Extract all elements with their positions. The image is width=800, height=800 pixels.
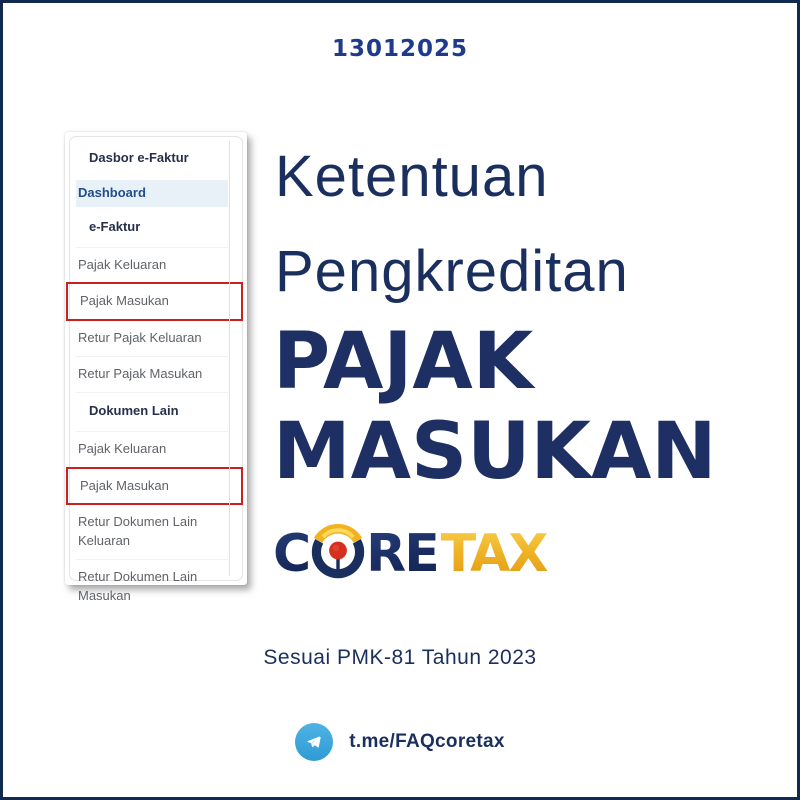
sidebar-item-dashboard[interactable]: Dashboard — [76, 180, 228, 207]
headline-bold — [273, 317, 717, 497]
headline-line3: PAJAK — [273, 317, 534, 407]
headline-line4: MASUKAN — [273, 407, 717, 497]
logo-text-c: C — [273, 524, 310, 584]
headline-regular — [275, 129, 629, 319]
sidebar-item-retur-dokumen-lain-masukan[interactable]: Retur Dokumen Lain Masukan — [76, 559, 228, 614]
logo-text-re: RE — [366, 524, 438, 584]
efaktur-sidebar-menu — [69, 136, 243, 603]
sidebar-item-dasbor-e-faktur[interactable]: Dasbor e-Faktur — [89, 150, 189, 165]
sidebar-scrollbar-track[interactable] — [229, 141, 230, 576]
sidebar-item-pajak-keluaran[interactable]: Pajak Keluaran — [76, 247, 228, 283]
sidebar-item-dokumen-lain[interactable]: Dokumen Lain — [76, 392, 228, 431]
coretax-logo — [273, 517, 547, 591]
efaktur-sidebar-panel — [65, 132, 247, 603]
coretax-o-icon — [311, 524, 365, 590]
sidebar-item-pajak-masukan[interactable]: Pajak Masukan — [66, 282, 243, 321]
headline-line2: Pengkreditan — [275, 239, 629, 304]
logo-text-tax: TAX — [440, 524, 547, 584]
telegram-icon — [295, 723, 333, 761]
sidebar-item-retur-pajak-keluaran[interactable]: Retur Pajak Keluaran — [78, 330, 202, 346]
date-code: 13012025 — [331, 36, 469, 62]
sidebar-item-retur-dokumen-lain-keluaran[interactable]: Retur Dokumen Lain Keluaran — [78, 514, 198, 549]
telegram-row — [3, 723, 797, 761]
sidebar-item-retur-pajak-masukan[interactable]: Retur Pajak Masukan — [76, 356, 228, 392]
sidebar-item-pajak-keluaran[interactable]: Pajak Keluaran — [76, 431, 228, 467]
telegram-link[interactable]: t.me/FAQcoretax — [349, 731, 505, 752]
sidebar-item-pajak-masukan[interactable]: Pajak Masukan — [66, 467, 243, 506]
sidebar-item-e-faktur[interactable]: e-Faktur — [89, 218, 141, 234]
subtitle: Sesuai PMK-81 Tahun 2023 — [263, 646, 537, 669]
headline-line1: Ketentuan — [275, 144, 549, 209]
